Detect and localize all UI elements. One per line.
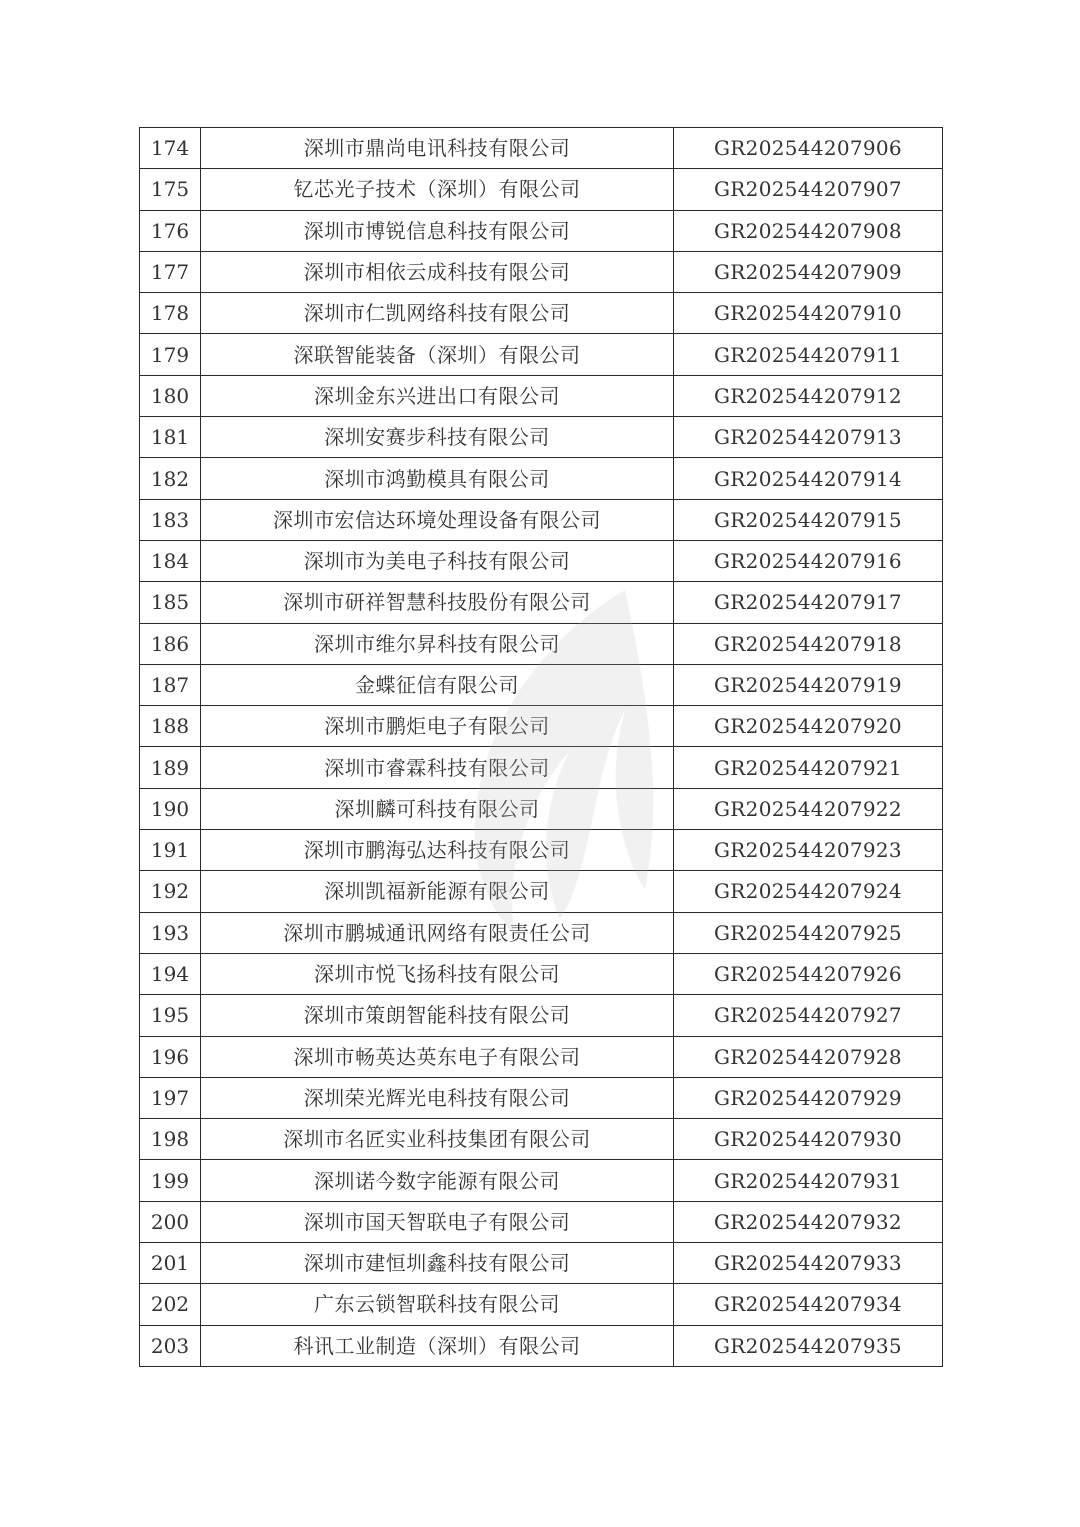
- row-number-cell: 180: [140, 375, 201, 416]
- table-row: [140, 128, 943, 169]
- row-number-cell: 190: [140, 788, 201, 829]
- table-row: [140, 664, 943, 705]
- certificate-code-cell: GR202544207927: [674, 995, 943, 1036]
- row-number-cell: 181: [140, 417, 201, 458]
- certificate-code-cell: GR202544207931: [674, 1160, 943, 1201]
- company-name-cell: 深圳凯福新能源有限公司: [201, 871, 674, 912]
- row-number-cell: 189: [140, 747, 201, 788]
- table-row: [140, 251, 943, 292]
- row-number-cell: 199: [140, 1160, 201, 1201]
- company-name-cell: 深圳市睿霖科技有限公司: [201, 747, 674, 788]
- certificate-code-cell: GR202544207906: [674, 128, 943, 169]
- certificate-code-cell: GR202544207917: [674, 582, 943, 623]
- row-number-cell: 175: [140, 169, 201, 210]
- row-number-cell: 202: [140, 1284, 201, 1325]
- company-name-cell: 深圳市鹏城通讯网络有限责任公司: [201, 912, 674, 953]
- company-name-cell: 深圳市悦飞扬科技有限公司: [201, 953, 674, 994]
- table-row: [140, 1284, 943, 1325]
- certificate-code-cell: GR202544207908: [674, 210, 943, 251]
- table-row: [140, 169, 943, 210]
- row-number-cell: 188: [140, 706, 201, 747]
- row-number-cell: 182: [140, 458, 201, 499]
- row-number-cell: 200: [140, 1201, 201, 1242]
- certificate-code-cell: GR202544207910: [674, 293, 943, 334]
- company-name-cell: 深圳市相依云成科技有限公司: [201, 251, 674, 292]
- company-name-cell: 深圳市建恒圳鑫科技有限公司: [201, 1243, 674, 1284]
- company-name-cell: 深圳市博锐信息科技有限公司: [201, 210, 674, 251]
- certificate-code-cell: GR202544207912: [674, 375, 943, 416]
- table-row: [140, 499, 943, 540]
- row-number-cell: 186: [140, 623, 201, 664]
- certificate-code-cell: GR202544207913: [674, 417, 943, 458]
- table-row: [140, 706, 943, 747]
- certificate-code-cell: GR202544207930: [674, 1119, 943, 1160]
- certificate-code-cell: GR202544207919: [674, 664, 943, 705]
- row-number-cell: 184: [140, 540, 201, 581]
- company-name-cell: 金蝶征信有限公司: [201, 664, 674, 705]
- row-number-cell: 185: [140, 582, 201, 623]
- certificate-code-cell: GR202544207916: [674, 540, 943, 581]
- company-name-cell: 广东云锁智联科技有限公司: [201, 1284, 674, 1325]
- row-number-cell: 198: [140, 1119, 201, 1160]
- company-name-cell: 深圳市宏信达环境处理设备有限公司: [201, 499, 674, 540]
- certificate-code-cell: GR202544207932: [674, 1201, 943, 1242]
- company-name-cell: 深圳市策朗智能科技有限公司: [201, 995, 674, 1036]
- table-row: [140, 375, 943, 416]
- company-name-cell: 深圳市维尔昇科技有限公司: [201, 623, 674, 664]
- company-name-cell: 深圳市仁凯网络科技有限公司: [201, 293, 674, 334]
- table-row: [140, 1036, 943, 1077]
- row-number-cell: 194: [140, 953, 201, 994]
- row-number-cell: 195: [140, 995, 201, 1036]
- table-row: [140, 830, 943, 871]
- company-name-cell: 深圳市名匠实业科技集团有限公司: [201, 1119, 674, 1160]
- company-name-cell: 深圳金东兴进出口有限公司: [201, 375, 674, 416]
- company-name-cell: 深联智能装备（深圳）有限公司: [201, 334, 674, 375]
- company-name-cell: 深圳市鹏海弘达科技有限公司: [201, 830, 674, 871]
- certificate-code-cell: GR202544207923: [674, 830, 943, 871]
- table-row: [140, 293, 943, 334]
- company-name-cell: 深圳市鹏炬电子有限公司: [201, 706, 674, 747]
- certificate-code-cell: GR202544207933: [674, 1243, 943, 1284]
- row-number-cell: 176: [140, 210, 201, 251]
- row-number-cell: 203: [140, 1325, 201, 1366]
- company-name-cell: 深圳市研祥智慧科技股份有限公司: [201, 582, 674, 623]
- certificate-code-cell: GR202544207921: [674, 747, 943, 788]
- row-number-cell: 192: [140, 871, 201, 912]
- row-number-cell: 197: [140, 1077, 201, 1118]
- table-row: [140, 912, 943, 953]
- company-name-cell: 深圳市畅英达英东电子有限公司: [201, 1036, 674, 1077]
- certificate-code-cell: GR202544207907: [674, 169, 943, 210]
- row-number-cell: 178: [140, 293, 201, 334]
- company-name-cell: 深圳麟可科技有限公司: [201, 788, 674, 829]
- row-number-cell: 174: [140, 128, 201, 169]
- row-number-cell: 193: [140, 912, 201, 953]
- certificate-code-cell: GR202544207924: [674, 871, 943, 912]
- enterprise-list-table: [139, 127, 943, 1367]
- company-name-cell: 深圳市国天智联电子有限公司: [201, 1201, 674, 1242]
- row-number-cell: 179: [140, 334, 201, 375]
- certificate-code-cell: GR202544207929: [674, 1077, 943, 1118]
- table-body: [140, 128, 943, 1367]
- table-row: [140, 871, 943, 912]
- company-name-cell: 深圳荣光辉光电科技有限公司: [201, 1077, 674, 1118]
- table-row: [140, 334, 943, 375]
- certificate-code-cell: GR202544207920: [674, 706, 943, 747]
- table-row: [140, 540, 943, 581]
- company-name-cell: 深圳诺今数字能源有限公司: [201, 1160, 674, 1201]
- company-name-cell: 深圳安赛步科技有限公司: [201, 417, 674, 458]
- certificate-code-cell: GR202544207915: [674, 499, 943, 540]
- certificate-code-cell: GR202544207925: [674, 912, 943, 953]
- table-row: [140, 1119, 943, 1160]
- company-name-cell: 钇芯光子技术（深圳）有限公司: [201, 169, 674, 210]
- table-row: [140, 953, 943, 994]
- row-number-cell: 183: [140, 499, 201, 540]
- table-row: [140, 1160, 943, 1201]
- table-row: [140, 1325, 943, 1366]
- table-row: [140, 788, 943, 829]
- certificate-code-cell: GR202544207909: [674, 251, 943, 292]
- certificate-code-cell: GR202544207911: [674, 334, 943, 375]
- row-number-cell: 177: [140, 251, 201, 292]
- table-row: [140, 995, 943, 1036]
- row-number-cell: 201: [140, 1243, 201, 1284]
- company-name-cell: 深圳市鼎尚电讯科技有限公司: [201, 128, 674, 169]
- certificate-code-cell: GR202544207928: [674, 1036, 943, 1077]
- certificate-code-cell: GR202544207926: [674, 953, 943, 994]
- row-number-cell: 191: [140, 830, 201, 871]
- certificate-code-cell: GR202544207918: [674, 623, 943, 664]
- row-number-cell: 187: [140, 664, 201, 705]
- table-row: [140, 623, 943, 664]
- company-name-cell: 科讯工业制造（深圳）有限公司: [201, 1325, 674, 1366]
- table-row: [140, 417, 943, 458]
- table-row: [140, 747, 943, 788]
- certificate-code-cell: GR202544207914: [674, 458, 943, 499]
- table-row: [140, 210, 943, 251]
- certificate-code-cell: GR202544207934: [674, 1284, 943, 1325]
- table-row: [140, 458, 943, 499]
- table-row: [140, 1243, 943, 1284]
- company-name-cell: 深圳市为美电子科技有限公司: [201, 540, 674, 581]
- table-row: [140, 1077, 943, 1118]
- table-row: [140, 1201, 943, 1242]
- company-name-cell: 深圳市鸿勤模具有限公司: [201, 458, 674, 499]
- row-number-cell: 196: [140, 1036, 201, 1077]
- table-row: [140, 582, 943, 623]
- certificate-code-cell: GR202544207922: [674, 788, 943, 829]
- certificate-code-cell: GR202544207935: [674, 1325, 943, 1366]
